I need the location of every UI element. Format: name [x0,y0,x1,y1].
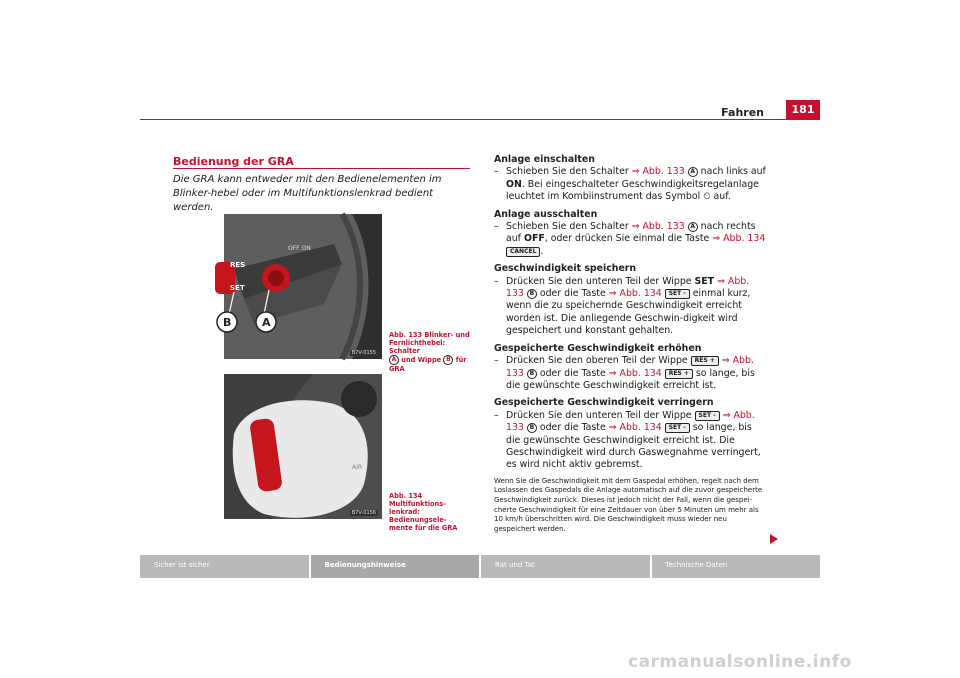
section-rule [173,168,470,169]
set-label: SET [230,284,245,292]
cruise-control-icon: ⏲ [703,191,711,203]
off-on-marking: OFF ON [288,245,311,252]
figure-link[interactable]: ⇒ Abb. 133 [506,409,755,434]
figure-link[interactable]: ⇒ Abb. 134 [608,422,662,434]
svg-text:B: B [223,316,232,329]
set-key: SET - [695,411,720,421]
footer-nav [140,555,820,578]
figure-link[interactable]: ⇒ Abb. 133 [631,221,685,233]
page-number: 181 [786,100,820,119]
stalk-illustration [224,214,382,359]
figure-code: B7V-0156 [351,510,376,516]
steering-wheel-illustration [224,374,382,519]
caption-133: Abb. 133 Blinker- und Fernlichthebel: Schalter A und Wippe B für GRA [389,331,470,373]
block-store-speed: Geschwindigkeit speichern – Drücken Sie den unteren Teil der Wippe SET ⇒ Abb. 133 B oder die Taste ⇒ Abb. 134 SET - einmal kurz, wenn die zu speichernde Geschwindigkeit erreicht worden ist. Die anliegende Geschwin-digkeit wird gespeichert und konstant gehalten. [494,263,751,337]
footer-tab-sicher[interactable]: Sicher ist sicher [140,555,309,578]
figure-134-steering-wheel [224,374,382,519]
res-key: RES + [691,356,719,366]
figure-link[interactable]: ⇒ Abb. 133 [506,355,754,379]
figure-link[interactable]: ⇒ Abb. 134 [608,288,662,300]
watermark: carmanualsonline.info [628,652,852,672]
svg-text:AIR: AIR [352,464,363,471]
caption-134: Abb. 134 Multifunktions- lenkrad: Bedienungsele- mente für die GRA [389,492,458,532]
res-key: RES + [665,369,693,379]
block-decrease-speed: Gespeicherte Geschwindigkeit verringern – Drücken Sie den unteren Teil der Wippe SET - ⇒ Abb. 133 B oder die Taste ⇒ Abb. 134 SET - so lange, bis die gewünschte Geschwindigkeit erreicht ist. Die Geschwindigkeit wird durch Gaswegnahme verringert, es wird nicht aktiv gebremst. [494,397,761,471]
cancel-key: CANCEL [506,247,540,257]
section-title: Bedienung der GRA [173,155,294,168]
figure-link[interactable]: ⇒ Abb. 133 [506,275,750,300]
footer-tab-bedienung[interactable]: Bedienungshinweise [311,555,480,578]
res-label: RES [230,261,246,269]
header-rule [140,119,820,120]
footer-tab-rat[interactable]: Rat und Tat [481,555,650,578]
block-switch-off: Anlage ausschalten – Schieben Sie den Schalter ⇒ Abb. 133 A nach rechts auf OFF, oder drücken Sie einmal die Taste ⇒ Abb. 134 CANCEL . [494,208,766,257]
set-key: SET - [665,423,690,433]
figure-133-stalk [224,214,382,359]
svg-text:A: A [262,316,271,329]
section-intro: Die GRA kann entweder mit den Bedienelementen im Blinker-hebel oder im Multifunktionslenkrad bedient werden. [173,174,442,213]
next-page-arrow-icon[interactable] [770,534,778,544]
set-key: SET - [665,289,690,299]
note-paragraph: Wenn Sie die Geschwindigkeit mit dem Gaspedal erhöhen, regelt nach dem Loslassen des Gaspedals die Anlage automatisch auf die zuvor gespeicherte Geschwindigkeit zurück. Dieses ist jedoch nicht der Fall, wenn die gespei-cherte Geschwindigkeit für eine Zeitdauer von über 5 Minuten um mehr als 10 km/h überschritten wird. Die Geschwindigkeit muss wieder neu gespeichert werden. [494,476,763,533]
instructions-column [494,154,769,534]
running-header-title: Fahren [721,106,764,119]
figure-link[interactable]: ⇒ Abb. 134 [608,367,662,379]
figure-link[interactable]: ⇒ Abb. 134 [712,233,766,245]
figure-link[interactable]: ⇒ Abb. 133 [631,166,685,178]
figure-code: B7V-0155 [351,350,376,356]
footer-tab-technik[interactable]: Technische Daten [652,555,821,578]
block-increase-speed: Gespeicherte Geschwindigkeit erhöhen – Drücken Sie den oberen Teil der Wippe RES + ⇒ Abb. 133 B oder die Taste ⇒ Abb. 134 RES + so lange, bis die gewünschte Geschwindigkeit erreicht ist. [494,342,755,391]
block-switch-on: Anlage einschalten – Schieben Sie den Schalter ⇒ Abb. 133 A nach links auf ON. Bei eingeschalteter Geschwindigkeitsregelanlage leuchtet im Kombiinstrument das Symbol ⏲ auf. [494,154,766,203]
